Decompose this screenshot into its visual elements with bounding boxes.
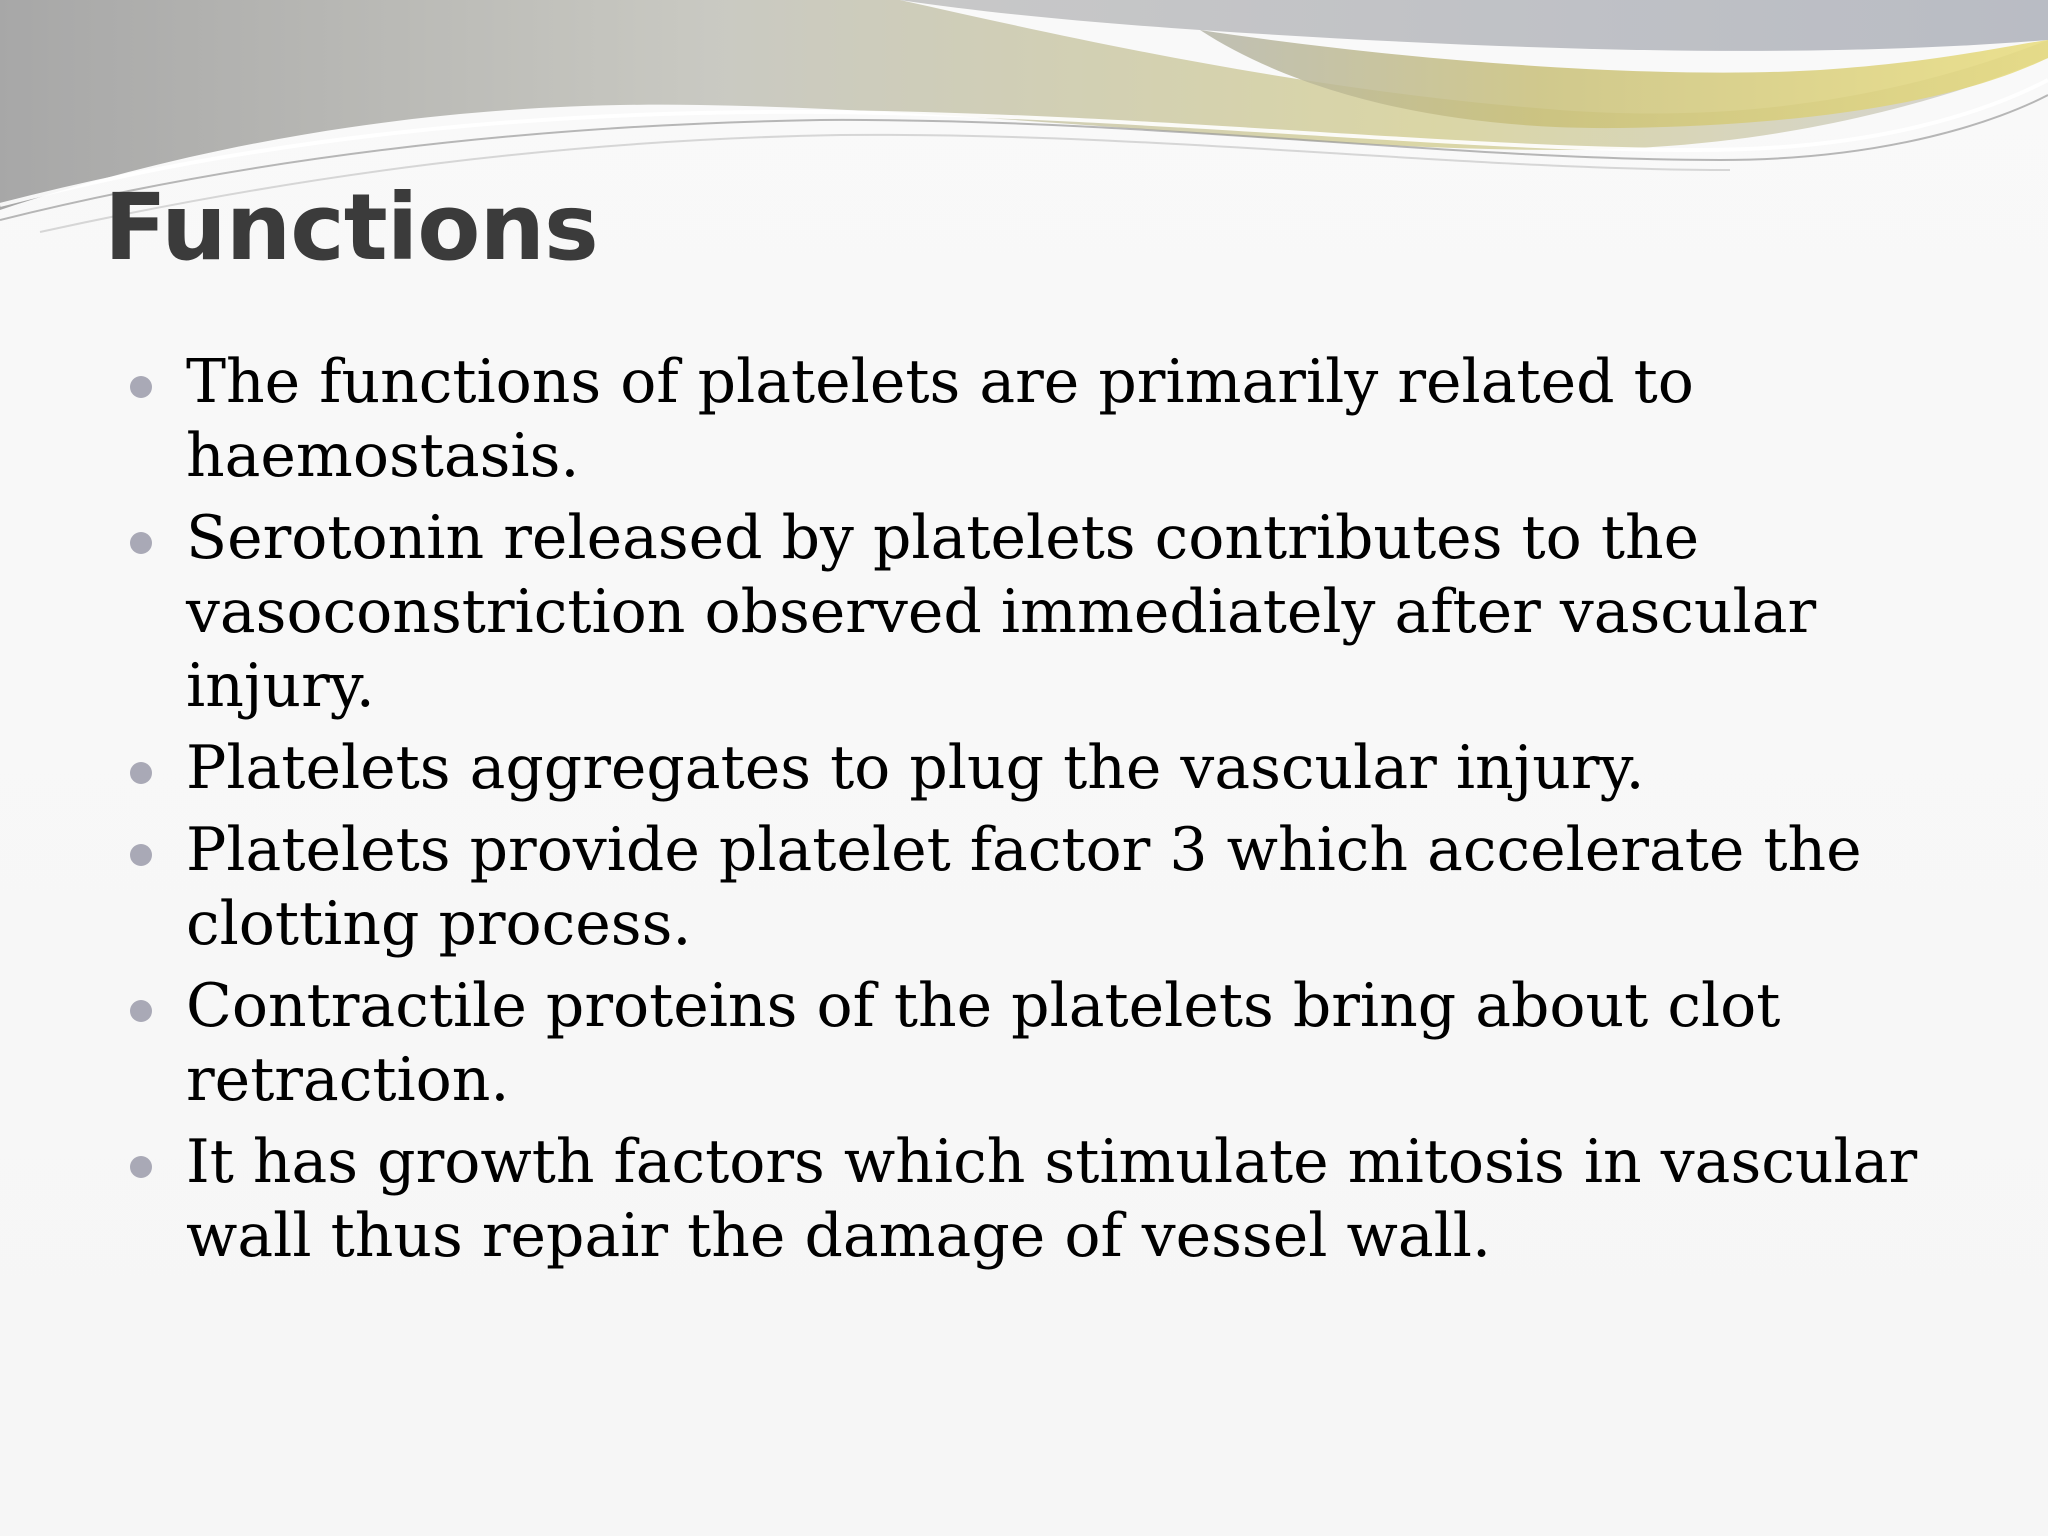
- bullet-text: Platelets aggregates to plug the vascular injury.: [186, 733, 1645, 803]
- bullet-list: [130, 345, 1950, 1281]
- bullet-item: [130, 501, 1950, 723]
- bullet-item: [130, 1125, 1950, 1273]
- bullet-text: Platelets provide platelet factor 3 which accelerate the clotting process.: [186, 815, 1862, 959]
- bullet-dot-icon: [130, 1156, 152, 1178]
- bullet-dot-icon: [130, 844, 152, 866]
- bullet-dot-icon: [130, 532, 152, 554]
- bullet-text: Contractile proteins of the platelets bring about clot retraction.: [186, 971, 1781, 1115]
- bullet-text: It has growth factors which stimulate mitosis in vascular wall thus repair the damage of vessel wall.: [186, 1127, 1918, 1271]
- bullet-text: The functions of platelets are primarily related to haemostasis.: [186, 347, 1694, 491]
- bullet-dot-icon: [130, 376, 152, 398]
- slide-title: Functions: [104, 174, 598, 281]
- bullet-dot-icon: [130, 762, 152, 784]
- bullet-item: [130, 731, 1950, 805]
- bullet-item: [130, 813, 1950, 961]
- bullet-text: Serotonin released by platelets contributes to the vasoconstriction observed immediately after vascular injury.: [186, 503, 1817, 721]
- bullet-item: [130, 345, 1950, 493]
- bullet-item: [130, 969, 1950, 1117]
- bullet-dot-icon: [130, 1000, 152, 1022]
